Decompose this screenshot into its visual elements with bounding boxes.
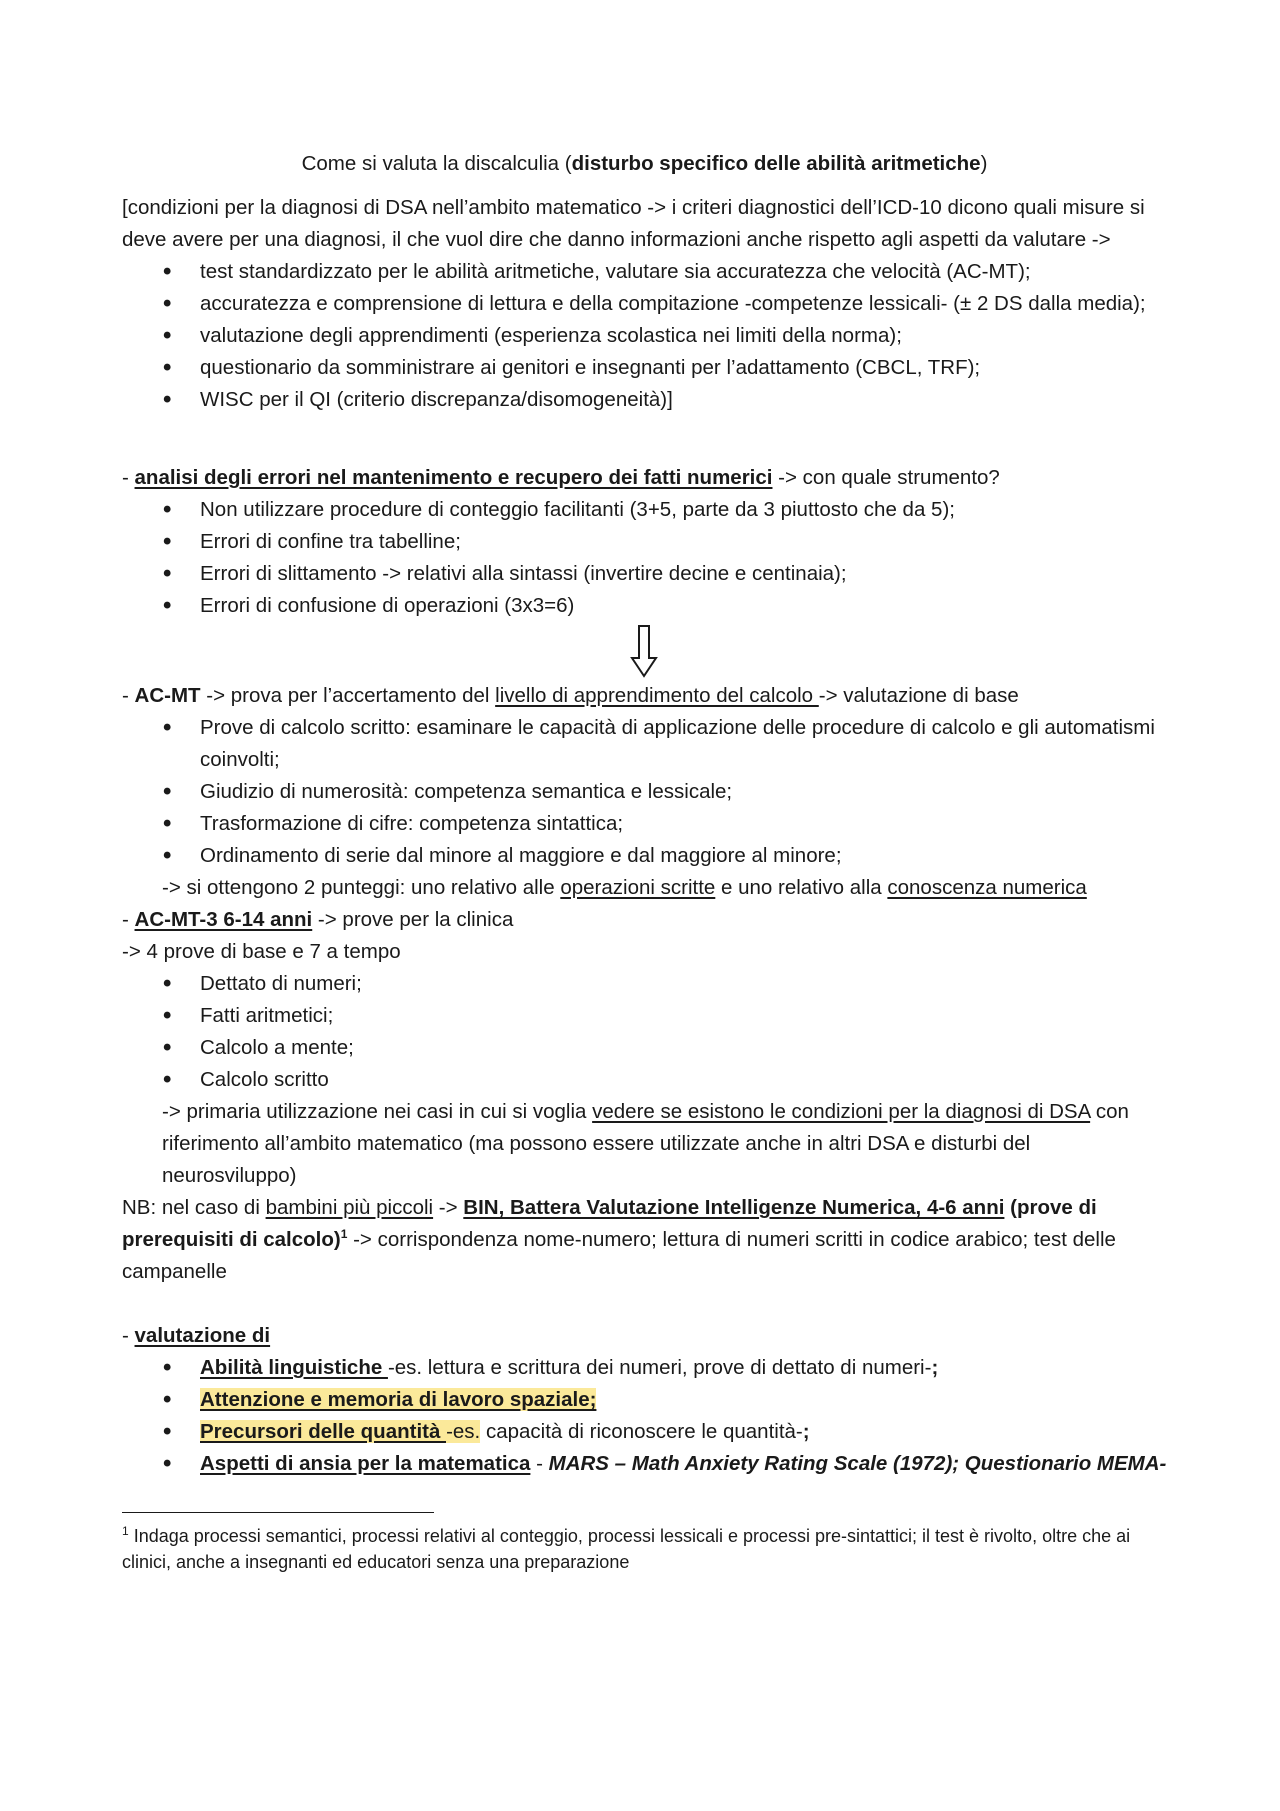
list-item: • Precursori delle quantità -es. capacità di riconoscere le quantità-; [122,1416,1167,1448]
intro-paragraph: [condizioni per la diagnosi di DSA nell’ambito matematico -> i criteri diagnostici dell’ICD-10 dicono quali misure si deve avere per una diagnosi, il che vuol dire che danno informazioni anche rispetto agli aspetti da valutare -> [122,196,1145,251]
errors-list [122,494,1167,622]
list-item: • Fatti aritmetici; [122,1000,1167,1032]
acmt3-usage: -> primaria utilizzazione nei casi in cui si voglia vedere se esistono le condizioni per la diagnosi di DSA con riferimento all’ambito matematico (ma possono essere utilizzate anche in altri DSA e disturbi del neurosviluppo) [162,1100,1129,1187]
errors-heading: - analisi degli errori nel mantenimento e recupero dei fatti numerici -> con quale strumento? [122,466,1000,489]
list-item: • Giudizio di numerosità: competenza semantica e lessicale; [122,776,1167,808]
list-item: • Dettato di numeri; [122,968,1167,1000]
list-item: • Non utilizzare procedure di conteggio facilitanti (3+5, parte da 3 piuttosto che da 5); [122,494,1167,526]
list-item: • Calcolo scritto [122,1064,1167,1096]
list-item: • WISC per il QI (criterio discrepanza/disomogeneità)] [122,384,1167,416]
acmt3-list [122,968,1167,1096]
list-item [122,1384,1167,1416]
valutazione-heading: - valutazione di [122,1324,271,1347]
list-item: • questionario da somministrare ai genitori e insegnanti per l’adattamento (CBCL, TRF); [122,352,1167,384]
list-item: • Abilità linguistiche -es. lettura e scrittura dei numeri, prove di dettato di numeri-; [122,1352,1167,1384]
acmt-heading: - AC-MT -> prova per l’accertamento del livello di apprendimento del calcolo -> valutazione di base [122,684,1019,707]
highlighted-text: Precursori delle quantità [200,1420,447,1443]
down-arrow-row [122,622,1167,680]
acmt3-heading: - AC-MT-3 6-14 anni -> prove per la clinica [122,908,514,931]
list-item: • valutazione degli apprendimenti (esperienza scolastica nei limiti della norma); [122,320,1167,352]
list-item: • accuratezza e comprensione di lettura e della compitazione -competenze lessicali- (± 2 DS dalla media); [122,288,1167,320]
footnote-ref: 1 [340,1227,348,1242]
nb-paragraph: NB: nel caso di bambini più piccoli -> BIN, Battera Valutazione Intelligenze Numerica, 4-6 anni (prove di prerequisiti di calcolo)$^1$ -> corrispondenza nome-numero; lettura di numeri scritti in codice arabico; test delle campanelle [122,1196,1116,1283]
down-arrow-icon [629,624,659,678]
list-item: • Calcolo a mente; [122,1032,1167,1064]
document-page [122,148,1167,1575]
list-item: • Errori di confusione di operazioni (3x3=6) [122,590,1167,622]
acmt-scores: -> si ottengono 2 punteggi: uno relativo alle operazioni scritte e uno relativo alla conoscenza numerica [162,876,1087,899]
page-title: Come si valuta la discalculia (disturbo specifico delle abilità aritmetiche) [301,152,988,175]
list-item: • Errori di confine tra tabelline; [122,526,1167,558]
list-item: • test standardizzato per le abilità aritmetiche, valutare sia accuratezza che velocità (AC-MT); [122,256,1167,288]
list-item: • Errori di slittamento -> relativi alla sintassi (invertire decine e centinaia); [122,558,1167,590]
list-item: • Ordinamento di serie dal minore al maggiore e dal maggiore al minore; [122,840,1167,872]
valutazione-list [122,1352,1167,1480]
list-item: • Trasformazione di cifre: competenza sintattica; [122,808,1167,840]
footnote: $^1$ Indaga processi semantici, processi relativi al conteggio, processi lessicali e processi pre-sintattici; il test è rivolto, oltre che ai clinici, anche a insegnanti ed educatori senza una preparazione [122,1524,1131,1572]
criteria-list [122,256,1167,416]
list-item: • Prove di calcolo scritto: esaminare le capacità di applicazione delle procedure di calcolo e gli automatismi coinvolti; [122,712,1167,776]
footnote-separator [122,1512,434,1513]
list-item: • Aspetti di ansia per la matematica - MARS – Math Anxiety Rating Scale (1972); Questionario MEMA- [122,1448,1167,1480]
acmt-list [122,712,1167,872]
acmt3-subheading: -> 4 prove di base e 7 a tempo [122,940,401,963]
highlighted-text: Attenzione e memoria di lavoro spaziale; [200,1388,597,1411]
